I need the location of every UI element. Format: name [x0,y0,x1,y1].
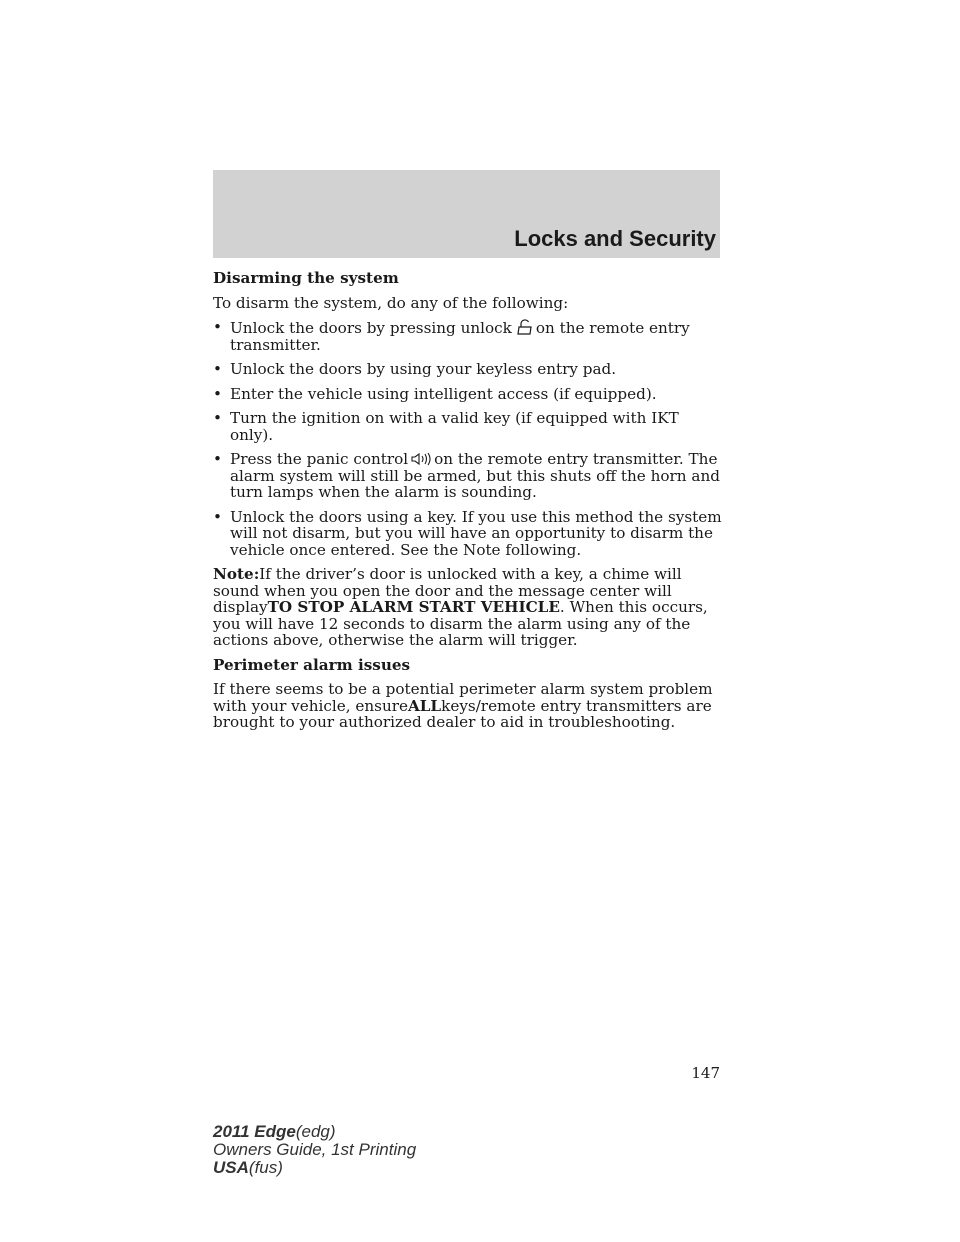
page-number: 147 [691,1064,720,1082]
bullet: • [213,360,222,378]
footer-imprint [213,1123,416,1177]
list-item [213,361,723,378]
footer-model: 2011 Edge [213,1122,296,1141]
list-item-text: Unlock the doors by pressing unlock [230,319,512,337]
perimeter-text-continued: keys/remote entry transmitters are brought to your authorized dealer to aid in troubleshooting. [213,696,712,731]
note-paragraph [213,566,723,649]
footer-market: USA [213,1158,249,1177]
perimeter-text: If there seems to be a potential perimeter alarm system problem with your vehicle, ensure [213,680,713,715]
list-item-text: on the remote entry transmitter. The alarm system will still be armed, but this shuts off the horn and turn lamps when the alarm is sounding. [230,450,720,501]
bullet: • [213,384,222,403]
footer-model-code: (edg) [295,1122,336,1141]
footer-market-code: (fus) [248,1158,283,1177]
display-message: TO STOP ALARM START VEHICLE [267,598,560,616]
list-item [213,451,723,501]
list-item-text: Unlock the doors using a key. If you use this method the system will not disarm, but you will have an opportunity to disarm the vehicle once entered. See the Note following. [230,507,722,559]
footer-line-3 [213,1159,416,1177]
footer-line-2: Owners Guide, 1st Printing [213,1140,417,1159]
disarming-heading: Disarming the system [213,269,399,287]
list-item-text: Press the panic control [230,450,409,468]
note-text-continued: . When this occurs, you will have 12 seconds to disarm the alarm using any of the actions above, otherwise the alarm will trigger. [213,598,708,649]
disarm-options-list [213,319,723,558]
list-item [213,410,723,443]
list-item-text: Unlock the doors by using your keyless entry pad. [230,360,617,378]
unlock-icon [514,319,534,335]
note-text: If the driver’s door is unlocked with a key, a chime will sound when you open the door and the message center will display [213,565,682,616]
bullet: • [213,507,222,526]
list-item-text: on the remote entry transmitter. [230,319,690,354]
perimeter-heading: Perimeter alarm issues [213,655,411,674]
bullet: • [213,409,222,427]
section-title: Locks and Security [514,226,716,251]
panic-icon [410,452,432,466]
section-header-band [213,170,720,258]
disarming-intro: To disarm the system, do any of the following: [213,293,569,312]
list-item [213,509,723,559]
note-label: Note: [213,565,260,583]
list-item-text: Enter the vehicle using intelligent access (if equipped). [230,384,657,403]
list-item-text: Turn the ignition on with a valid key (if equipped with IKT only). [230,409,679,444]
perimeter-paragraph [213,681,723,731]
bullet: • [213,450,222,468]
page-content [213,270,723,739]
list-item [213,386,723,403]
list-item [213,319,723,353]
perimeter-emphasis: ALL [407,696,442,715]
bullet: • [213,318,222,336]
footer-line-1 [213,1123,416,1141]
